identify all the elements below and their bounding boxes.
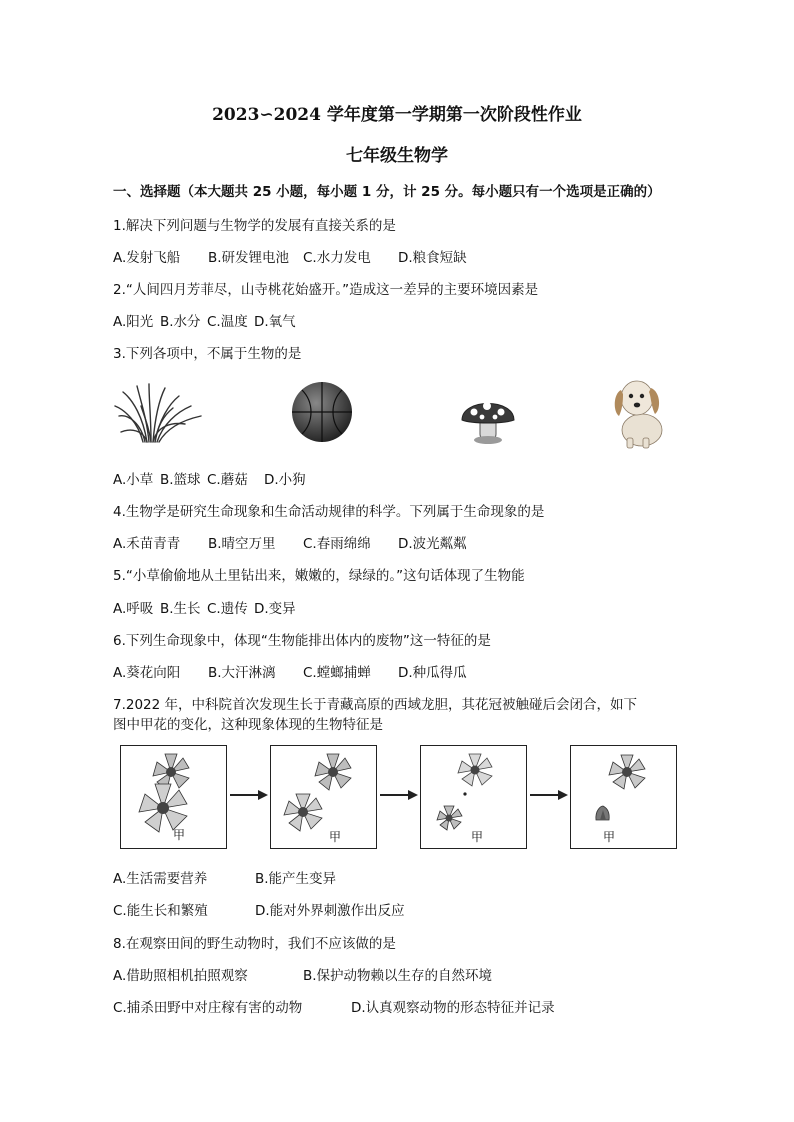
option-a[interactable]: A.禾苗青青 bbox=[113, 536, 181, 552]
arrow-right-icon bbox=[530, 790, 568, 800]
arrow-right-icon bbox=[230, 790, 268, 800]
option-c[interactable]: C.捕杀田野中对庄稼有害的动物 bbox=[113, 1000, 303, 1016]
option-c[interactable]: C.温度 bbox=[207, 314, 248, 330]
flower-panel-1 bbox=[120, 745, 227, 849]
option-a[interactable]: A.借助照相机拍照观察 bbox=[113, 968, 248, 984]
question-4-options bbox=[113, 532, 467, 552]
option-d[interactable]: D.小狗 bbox=[264, 472, 306, 488]
flower-panel-2 bbox=[270, 745, 377, 849]
option-d[interactable]: D.种瓜得瓜 bbox=[398, 665, 467, 681]
option-c[interactable]: C.春雨绵绵 bbox=[303, 536, 371, 552]
option-b[interactable]: B.能产生变异 bbox=[255, 871, 337, 887]
grass-icon bbox=[113, 382, 205, 444]
question-7-stem-line-1: 7.2022 年，中科院首次发现生长于青藏高原的西域龙胆，其花冠被触碰后会闭合，如下 bbox=[113, 697, 638, 713]
question-7-options-row-1 bbox=[113, 867, 336, 887]
option-d[interactable]: D.能对外界刺激作出反应 bbox=[255, 903, 405, 919]
option-a[interactable]: A.生活需要营养 bbox=[113, 871, 208, 887]
question-2-options bbox=[113, 310, 296, 330]
option-b[interactable]: B.保护动物赖以生存的自然环境 bbox=[303, 968, 493, 984]
question-6-options bbox=[113, 661, 467, 681]
question-4-stem: 4.生物学是研究生命现象和生命活动规律的科学。下列属于生命现象的是 bbox=[113, 504, 545, 520]
flower-label-jia: 甲 bbox=[471, 830, 484, 844]
option-d[interactable]: D.变异 bbox=[254, 601, 296, 617]
flower-label-jia: 甲 bbox=[329, 830, 342, 844]
option-a[interactable]: A.发射飞船 bbox=[113, 250, 181, 266]
option-c[interactable]: C.水力发电 bbox=[303, 250, 371, 266]
option-c[interactable]: C.能生长和繁殖 bbox=[113, 903, 208, 919]
question-8-options-row-2 bbox=[113, 996, 555, 1016]
section-heading: 一、选择题（本大题共 25 小题，每小题 1 分，计 25 分。每小题只有一个选项是正确的） bbox=[113, 184, 661, 200]
option-c[interactable]: C.蘑菇 bbox=[207, 472, 248, 488]
flower-label-jia: 甲 bbox=[603, 830, 616, 844]
question-2-stem: 2.“人间四月芳菲尽，山寺桃花始盛开。”造成这一差异的主要环境因素是 bbox=[113, 282, 539, 298]
question-3-images bbox=[113, 372, 683, 457]
option-d[interactable]: D.波光粼粼 bbox=[398, 536, 467, 552]
basketball-icon bbox=[290, 380, 354, 444]
option-a[interactable]: A.葵花向阳 bbox=[113, 665, 181, 681]
question-1-options bbox=[113, 246, 467, 266]
option-d[interactable]: D.粮食短缺 bbox=[398, 250, 467, 266]
arrow-right-icon bbox=[380, 790, 418, 800]
question-3-options bbox=[113, 468, 306, 488]
question-5-stem: 5.“小草偷偷地从土里钻出来，嫩嫩的，绿绿的。”这句话体现了生物能 bbox=[113, 568, 525, 584]
option-b[interactable]: B.水分 bbox=[160, 314, 201, 330]
option-a[interactable]: A.阳光 bbox=[113, 314, 154, 330]
question-8-stem: 8.在观察田间的野生动物时，我们不应该做的是 bbox=[113, 936, 396, 952]
option-b[interactable]: B.晴空万里 bbox=[208, 536, 276, 552]
puppy-icon bbox=[609, 372, 671, 450]
question-7-figure bbox=[120, 745, 680, 855]
option-c[interactable]: C.遗传 bbox=[207, 601, 248, 617]
question-7-options-row-2 bbox=[113, 899, 405, 919]
exam-title: 2023∽2024 学年度第一学期第一次阶段性作业 bbox=[212, 105, 582, 125]
option-b[interactable]: B.篮球 bbox=[160, 472, 201, 488]
flower-panel-3 bbox=[420, 745, 527, 849]
option-b[interactable]: B.研发锂电池 bbox=[208, 250, 290, 266]
question-3-stem: 3.下列各项中，不属于生物的是 bbox=[113, 346, 302, 362]
option-c[interactable]: C.螳螂捕蝉 bbox=[303, 665, 371, 681]
flower-panel-4 bbox=[570, 745, 677, 849]
flower-icon bbox=[271, 746, 375, 846]
question-7-stem-line-2: 图中甲花的变化，这种现象体现的生物特征是 bbox=[113, 717, 383, 733]
flower-icon bbox=[571, 746, 675, 846]
option-d[interactable]: D.氧气 bbox=[254, 314, 296, 330]
flower-label-jia: 甲 bbox=[173, 828, 186, 842]
option-b[interactable]: B.生长 bbox=[160, 601, 201, 617]
option-a[interactable]: A.呼吸 bbox=[113, 601, 154, 617]
question-1-stem: 1.解决下列问题与生物学的发展有直接关系的是 bbox=[113, 218, 396, 234]
option-d[interactable]: D.认真观察动物的形态特征并记录 bbox=[351, 1000, 555, 1016]
question-6-stem: 6.下列生命现象中，体现“生物能排出体内的废物”这一特征的是 bbox=[113, 633, 491, 649]
option-a[interactable]: A.小草 bbox=[113, 472, 154, 488]
mushroom-icon bbox=[460, 388, 516, 446]
question-5-options bbox=[113, 597, 296, 617]
question-8-options-row-1 bbox=[113, 964, 492, 984]
option-b[interactable]: B.大汗淋漓 bbox=[208, 665, 276, 681]
exam-subtitle: 七年级生物学 bbox=[346, 146, 448, 166]
